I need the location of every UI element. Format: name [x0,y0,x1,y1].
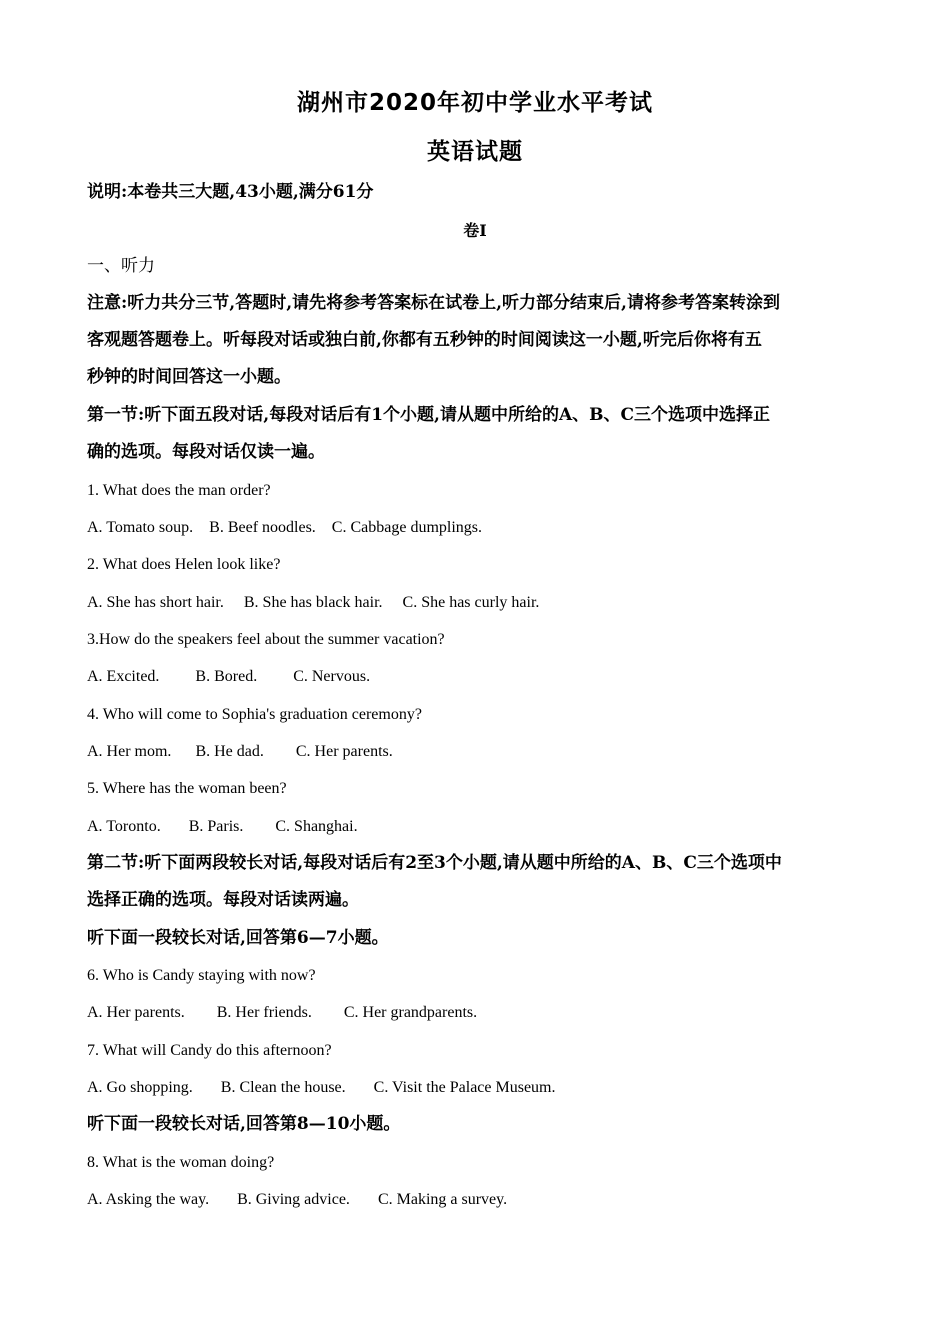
question-options [87,741,393,763]
option-c: C. Cabbage dumplings. [331,519,483,536]
exam-subtitle: 英语试题 [427,139,523,165]
option-a: A. Tomato soup. [87,519,194,536]
option-a: A. Go shopping. [87,1079,193,1096]
question-options [87,517,482,539]
notice-line: 秒钟的时间回答这一小题。 [87,367,291,387]
exam-instructions: 说明:本卷共三大题,43小题,满分61分 [87,182,374,202]
question-text: 1. What does the man order? [87,482,271,499]
section-heading-listening: 一、听力 [87,256,155,276]
option-c: C. Shanghai. [275,818,358,835]
question-text: 8. What is the woman doing? [87,1154,275,1171]
option-a: A. Asking the way. [87,1191,210,1208]
option-c: C. Nervous. [293,668,371,685]
option-c: C. Visit the Palace Museum. [373,1079,556,1096]
part1-instruction-line: 确的选项。每段对话仅读一遍。 [87,442,325,462]
option-b: B. Beef noodles. [209,519,316,536]
option-a: A. Toronto. [87,818,161,835]
question-options [87,1077,556,1099]
question-options [87,666,370,688]
question-options [87,592,539,614]
notice-line: 注意:听力共分三节,答题时,请先将参考答案标在试卷上,听力部分结束后,请将参考答案转涂到 [87,293,780,313]
option-a: A. Her mom. [87,743,172,760]
part2-instruction-line: 第二节:听下面两段较长对话,每段对话后有2至3个小题,请从题中所给的A、B、C三个选项中 [87,853,782,873]
dialogue-heading: 听下面一段较长对话,回答第8—10小题。 [87,1114,401,1134]
question-text: 4. Who will come to Sophia's graduation ceremony? [87,706,422,723]
dialogue-heading: 听下面一段较长对话,回答第6—7小题。 [87,928,389,948]
option-b: B. Paris. [188,818,244,835]
question-options [87,816,358,838]
exam-title: 湖州市2020年初中学业水平考试 [296,90,653,116]
option-a: A. Her parents. [87,1004,185,1021]
question-text: 7. What will Candy do this afternoon? [87,1042,332,1059]
question-options [87,1002,477,1024]
option-b: B. She has black hair. [243,594,383,611]
option-a: A. Excited. [87,668,160,685]
option-c: C. Making a survey. [377,1191,508,1208]
option-c: C. She has curly hair. [402,594,540,611]
option-b: B. He dad. [195,743,264,760]
volume-label: 卷I [463,221,487,240]
question-text: 2. What does Helen look like? [87,556,281,573]
option-a: A. She has short hair. [87,594,224,611]
option-b: B. Clean the house. [220,1079,346,1096]
notice-line: 客观题答题卷上。听每段对话或独白前,你都有五秒钟的时间阅读这一小题,听完后你将有五 [87,330,762,350]
question-text: 5. Where has the woman been? [87,780,287,797]
question-text: 6. Who is Candy staying with now? [87,967,316,984]
option-c: C. Her parents. [295,743,393,760]
question-options [87,1189,507,1211]
option-b: B. Giving advice. [237,1191,350,1208]
question-text: 3.How do the speakers feel about the summer vacation? [87,631,445,648]
option-c: C. Her grandparents. [343,1004,478,1021]
option-b: B. Her friends. [216,1004,312,1021]
option-b: B. Bored. [195,668,258,685]
part2-instruction-line: 选择正确的选项。每段对话读两遍。 [87,890,359,910]
part1-instruction-line: 第一节:听下面五段对话,每段对话后有1个小题,请从题中所给的A、B、C三个选项中选择正 [87,405,771,425]
